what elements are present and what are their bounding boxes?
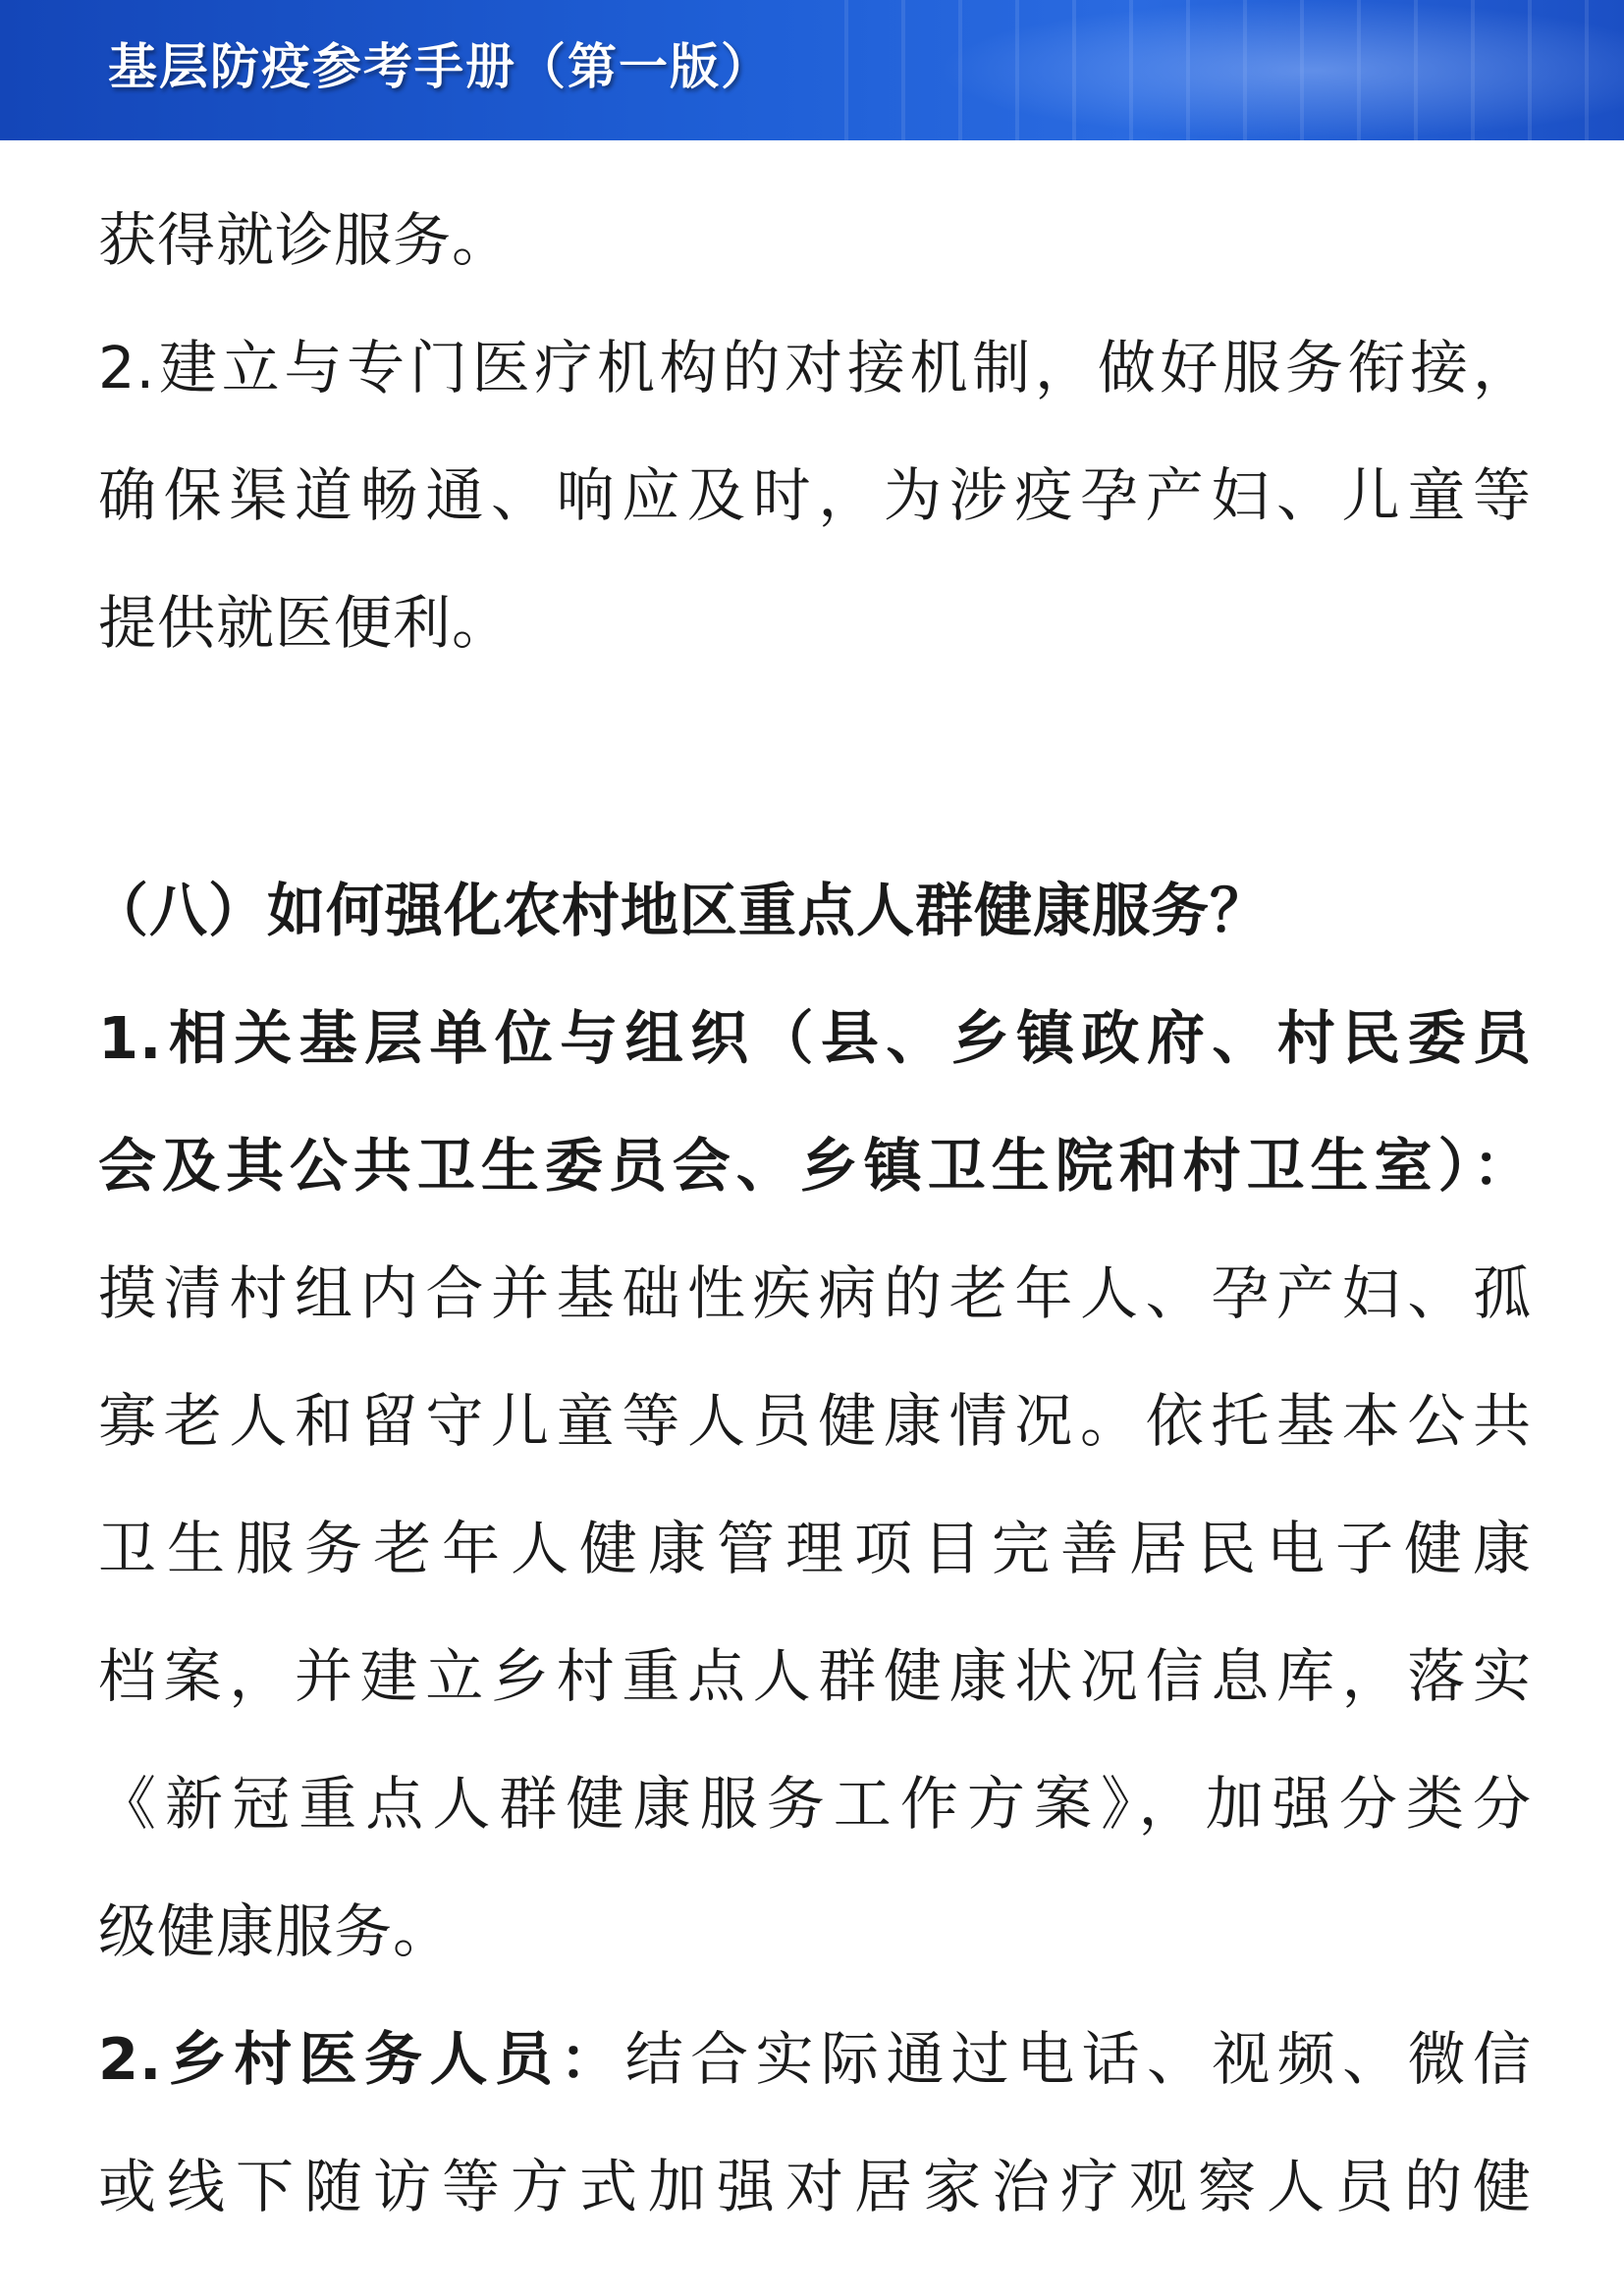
paragraph-line: 级健康服务。: [98, 1897, 453, 1965]
paragraph-line: 获得就诊服务。: [98, 206, 512, 274]
document-title: 基层防疫参考手册（第一版）: [108, 38, 772, 95]
section-spacer: [98, 687, 1532, 847]
paragraph-line: 寡老人和留守儿童等人员健康情况。依托基本公共: [98, 1387, 1532, 1455]
document-body: [90, 177, 1532, 2251]
item-heading-line: 会及其公共卫生委员会、乡镇卫生院和村卫生室）：: [98, 1132, 1532, 1200]
paragraph-line: 卫生服务老年人健康管理项目完善居民电子健康: [98, 1515, 1532, 1582]
item-heading-line: 1.相关基层单位与组织（县、乡镇政府、村民委员: [98, 1004, 1532, 1072]
page-header-banner: [0, 0, 1624, 140]
paragraph-line: 2.建立与专门医疗机构的对接机制，做好服务衔接，: [98, 334, 1532, 401]
paragraph-line: [98, 1996, 1532, 2123]
paragraph-text: 结合实际通过电话、视频、微信: [624, 2025, 1532, 2093]
paragraph-line: 提供就医便利。: [98, 589, 512, 657]
section-heading: （八）如何强化农村地区重点人群健康服务？: [90, 877, 1270, 944]
paragraph-line: 摸清村组内合并基础性疾病的老年人、孕产妇、孤: [98, 1259, 1532, 1327]
paragraph-line: 档案，并建立乡村重点人群健康状况信息库，落实: [98, 1642, 1532, 1710]
item-heading-lead: 2.乡村医务人员：: [98, 2025, 625, 2093]
paragraph-line: 或线下随访等方式加强对居家治疗观察人员的健: [98, 2153, 1532, 2220]
header-glow-decoration: [937, 0, 1624, 140]
paragraph-line: 确保渠道畅通、响应及时，为涉疫孕产妇、儿童等: [98, 461, 1532, 529]
paragraph-line: 《新冠重点人群健康服务工作方案》，加强分类分: [98, 1770, 1532, 1838]
